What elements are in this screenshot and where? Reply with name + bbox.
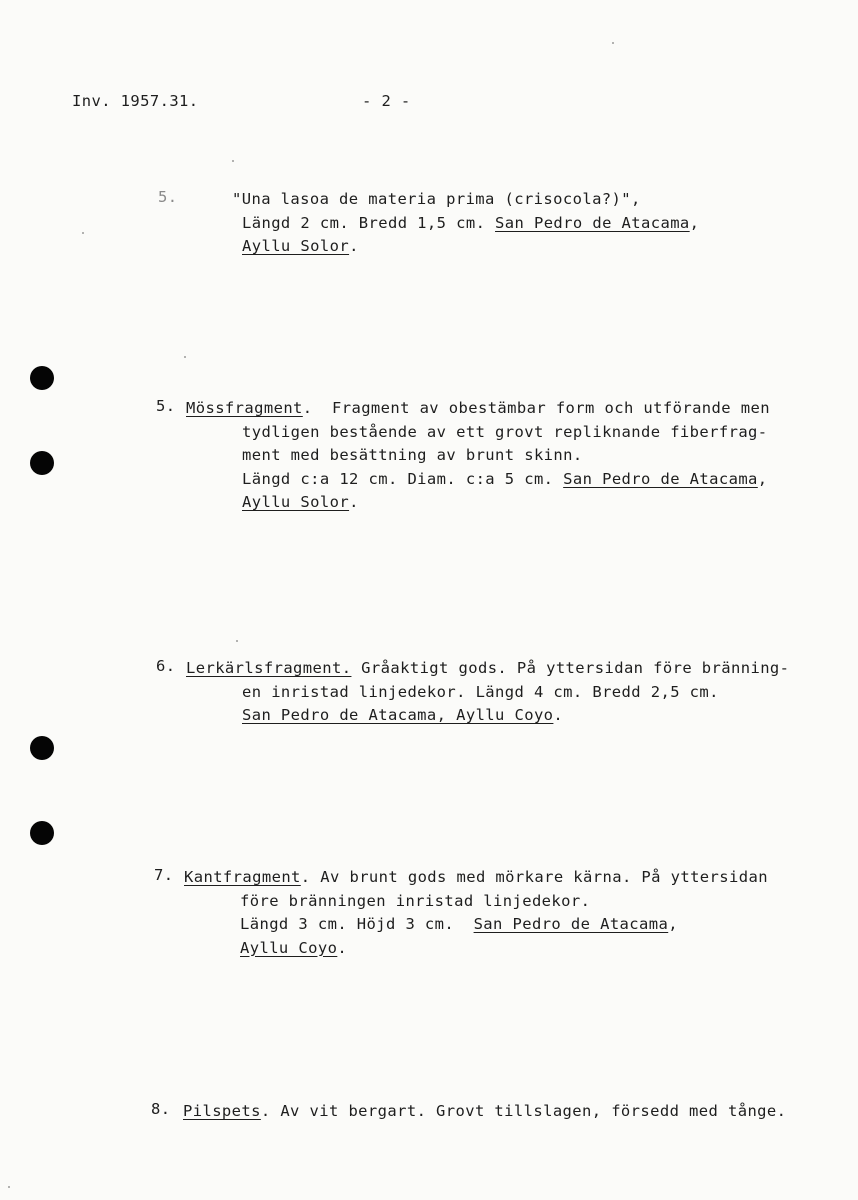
text-run: Längd c:a 12 cm. Diam. c:a 5 cm. xyxy=(242,469,564,488)
text-run: . Fragment av obestämbar form och utförande men xyxy=(302,399,770,417)
entry-number: 7. xyxy=(154,866,174,884)
entry-line xyxy=(242,235,699,259)
paper-speck xyxy=(82,232,84,234)
entry-line xyxy=(184,866,768,890)
text-run: , xyxy=(668,915,678,933)
entry-text xyxy=(232,188,699,259)
text-run: ment med besättning av brunt skinn. xyxy=(242,446,583,464)
paper-speck xyxy=(236,640,238,642)
text-run: "Una lasoa de materia prima (crisocola?)", xyxy=(232,190,641,208)
punch-hole xyxy=(30,736,54,760)
entry-number: 6. xyxy=(156,657,176,675)
text-run: , xyxy=(689,213,700,232)
text-run: , xyxy=(757,469,768,488)
entry-line xyxy=(232,188,699,212)
ayllu-name: Ayllu Solor xyxy=(242,493,350,511)
paper-speck xyxy=(612,42,614,44)
text-run: före bränningen inristad linjedekor. xyxy=(240,891,591,910)
entry-number: 5. xyxy=(158,188,178,206)
text-run: tydligen bestående av ett grovt repliknande fiberfrag- xyxy=(242,422,768,441)
entry-text xyxy=(186,397,770,515)
entry-line xyxy=(186,657,789,681)
punch-hole xyxy=(30,366,54,390)
paper-speck xyxy=(232,160,234,162)
text-run: . xyxy=(349,237,359,255)
ayllu-name: Ayllu Coyo xyxy=(240,938,338,957)
entry-text xyxy=(186,657,789,728)
entry-text xyxy=(183,1100,786,1124)
punch-hole xyxy=(30,821,54,845)
entry-line xyxy=(242,704,789,728)
paper-speck xyxy=(184,356,186,358)
entry-title: Mössfragment xyxy=(186,399,303,417)
inventory-number: Inv. 1957.31. xyxy=(72,92,199,110)
entry-title: Lerkärlsfragment. xyxy=(186,659,352,677)
entry-line xyxy=(242,444,770,468)
entry-line xyxy=(240,890,768,914)
page-number: - 2 - xyxy=(362,92,411,110)
entry-line xyxy=(240,913,768,937)
entry-line xyxy=(186,397,770,421)
entry-line xyxy=(242,421,770,445)
paper-speck xyxy=(8,1186,10,1188)
entry-line xyxy=(242,212,699,236)
site-name: San Pedro de Atacama, Ayllu Coyo xyxy=(242,706,554,724)
text-run: Gråaktigt gods. På yttersidan före bränning- xyxy=(351,659,790,677)
site-name: San Pedro de Atacama xyxy=(563,469,758,488)
text-run: . xyxy=(553,706,564,724)
text-run: Längd 3 cm. Höjd 3 cm. xyxy=(240,915,474,933)
ayllu-name: Ayllu Solor xyxy=(242,237,350,255)
text-run: en inristad linjedekor. Längd 4 cm. Bredd 2,5 cm. xyxy=(242,682,719,701)
site-name: San Pedro de Atacama xyxy=(495,213,690,232)
entry-number: 5. xyxy=(156,397,176,415)
entry-title: Kantfragment xyxy=(184,868,301,886)
text-run: . Av vit bergart. Grovt tillslagen, försedd med tånge. xyxy=(260,1102,787,1120)
entry-line xyxy=(183,1100,786,1124)
text-run: Längd 2 cm. Bredd 1,5 cm. xyxy=(242,213,496,232)
entry-text xyxy=(184,866,768,960)
entry-line xyxy=(242,681,789,705)
text-run: . xyxy=(337,938,348,957)
entry-line xyxy=(242,491,770,515)
site-name: San Pedro de Atacama xyxy=(473,915,669,933)
entry-number: 8. xyxy=(151,1100,171,1118)
entry-line xyxy=(240,937,768,961)
entry-line xyxy=(242,468,770,492)
text-run: . xyxy=(349,493,359,511)
punch-hole xyxy=(30,451,54,475)
text-run: . Av brunt gods med mörkare kärna. På yttersidan xyxy=(300,868,768,886)
entry-title: Pilspets xyxy=(183,1102,261,1120)
